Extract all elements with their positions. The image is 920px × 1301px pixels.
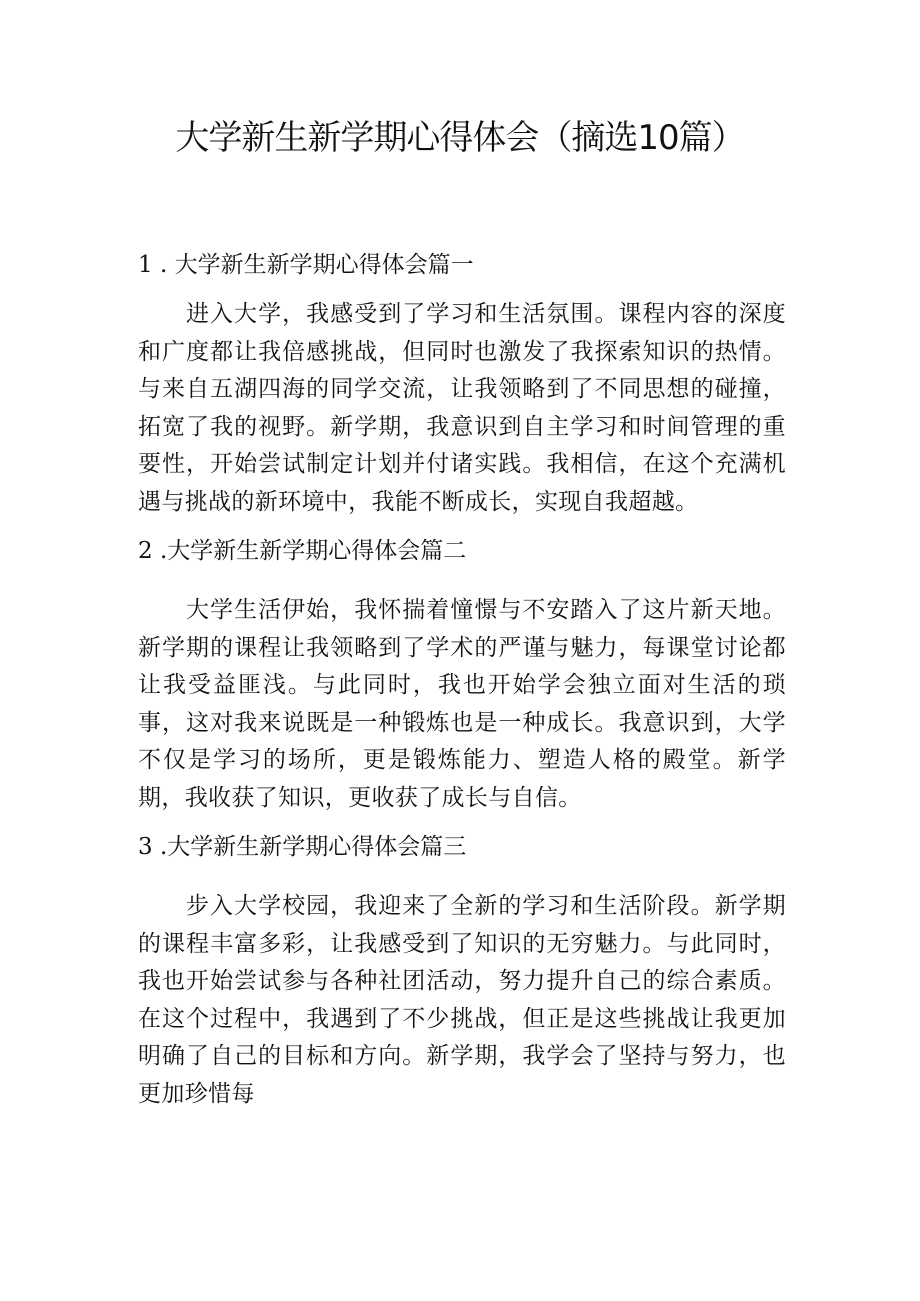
document-title: 大学新生新学期心得体会（摘选10篇） xyxy=(175,118,745,158)
section-heading-3 xyxy=(138,832,786,862)
section-paragraph-2: 大学生活伊始，我怀揣着憧憬与不安踏入了这片新天地。新学期的课程让我领略到了学术的严谨与魅力，每课堂讨论都让我受益匪浅。与此同时，我也开始学会独立面对生活的琐事，这对我来说既是一种锻炼也是一种成长。我意识到，大学不仅是学习的场所，更是锻炼能力、塑造人格的殿堂。新学期，我收获了知识，更收获了成长与自信。 xyxy=(138,597,786,811)
document-body xyxy=(138,250,786,1113)
section-paragraph-3: 步入大学校园，我迎来了全新的学习和生活阶段。新学期的课程丰富多彩，让我感受到了知识的无穷魅力。与此同时，我也开始尝试参与各种社团活动，努力提升自己的综合素质。在这个过程中，我遇到了不少挑战，但正是这些挑战让我更加明确了自己的目标和方向。新学期，我学会了坚持与努力，也更加珍惜每 xyxy=(138,893,786,1107)
section-number-1: 1 xyxy=(138,252,153,278)
section-title-3: .大学新生新学期心得体会篇三 xyxy=(160,834,467,860)
section-heading-2 xyxy=(138,536,786,566)
section-title-2: .大学新生新学期心得体会篇二 xyxy=(160,538,467,564)
section-paragraph-1: 进入大学，我感受到了学习和生活氛围。课程内容的深度和广度都让我倍感挑战，但同时也激发了我探索知识的热情。与来自五湖四海的同学交流，让我领略到了不同思想的碰撞，拓宽了我的视野。新学期，我意识到自主学习和时间管理的重要性，开始尝试制定计划并付诸实践。我相信，在这个充满机遇与挑战的新环境中，我能不断成长，实现自我超越。 xyxy=(138,301,786,515)
section-title-1: . 大学新生新学期心得体会篇一 xyxy=(160,252,474,278)
section-heading-1 xyxy=(138,250,786,280)
section-number-3: 3 xyxy=(138,834,153,860)
section-number-2: 2 xyxy=(138,538,153,564)
